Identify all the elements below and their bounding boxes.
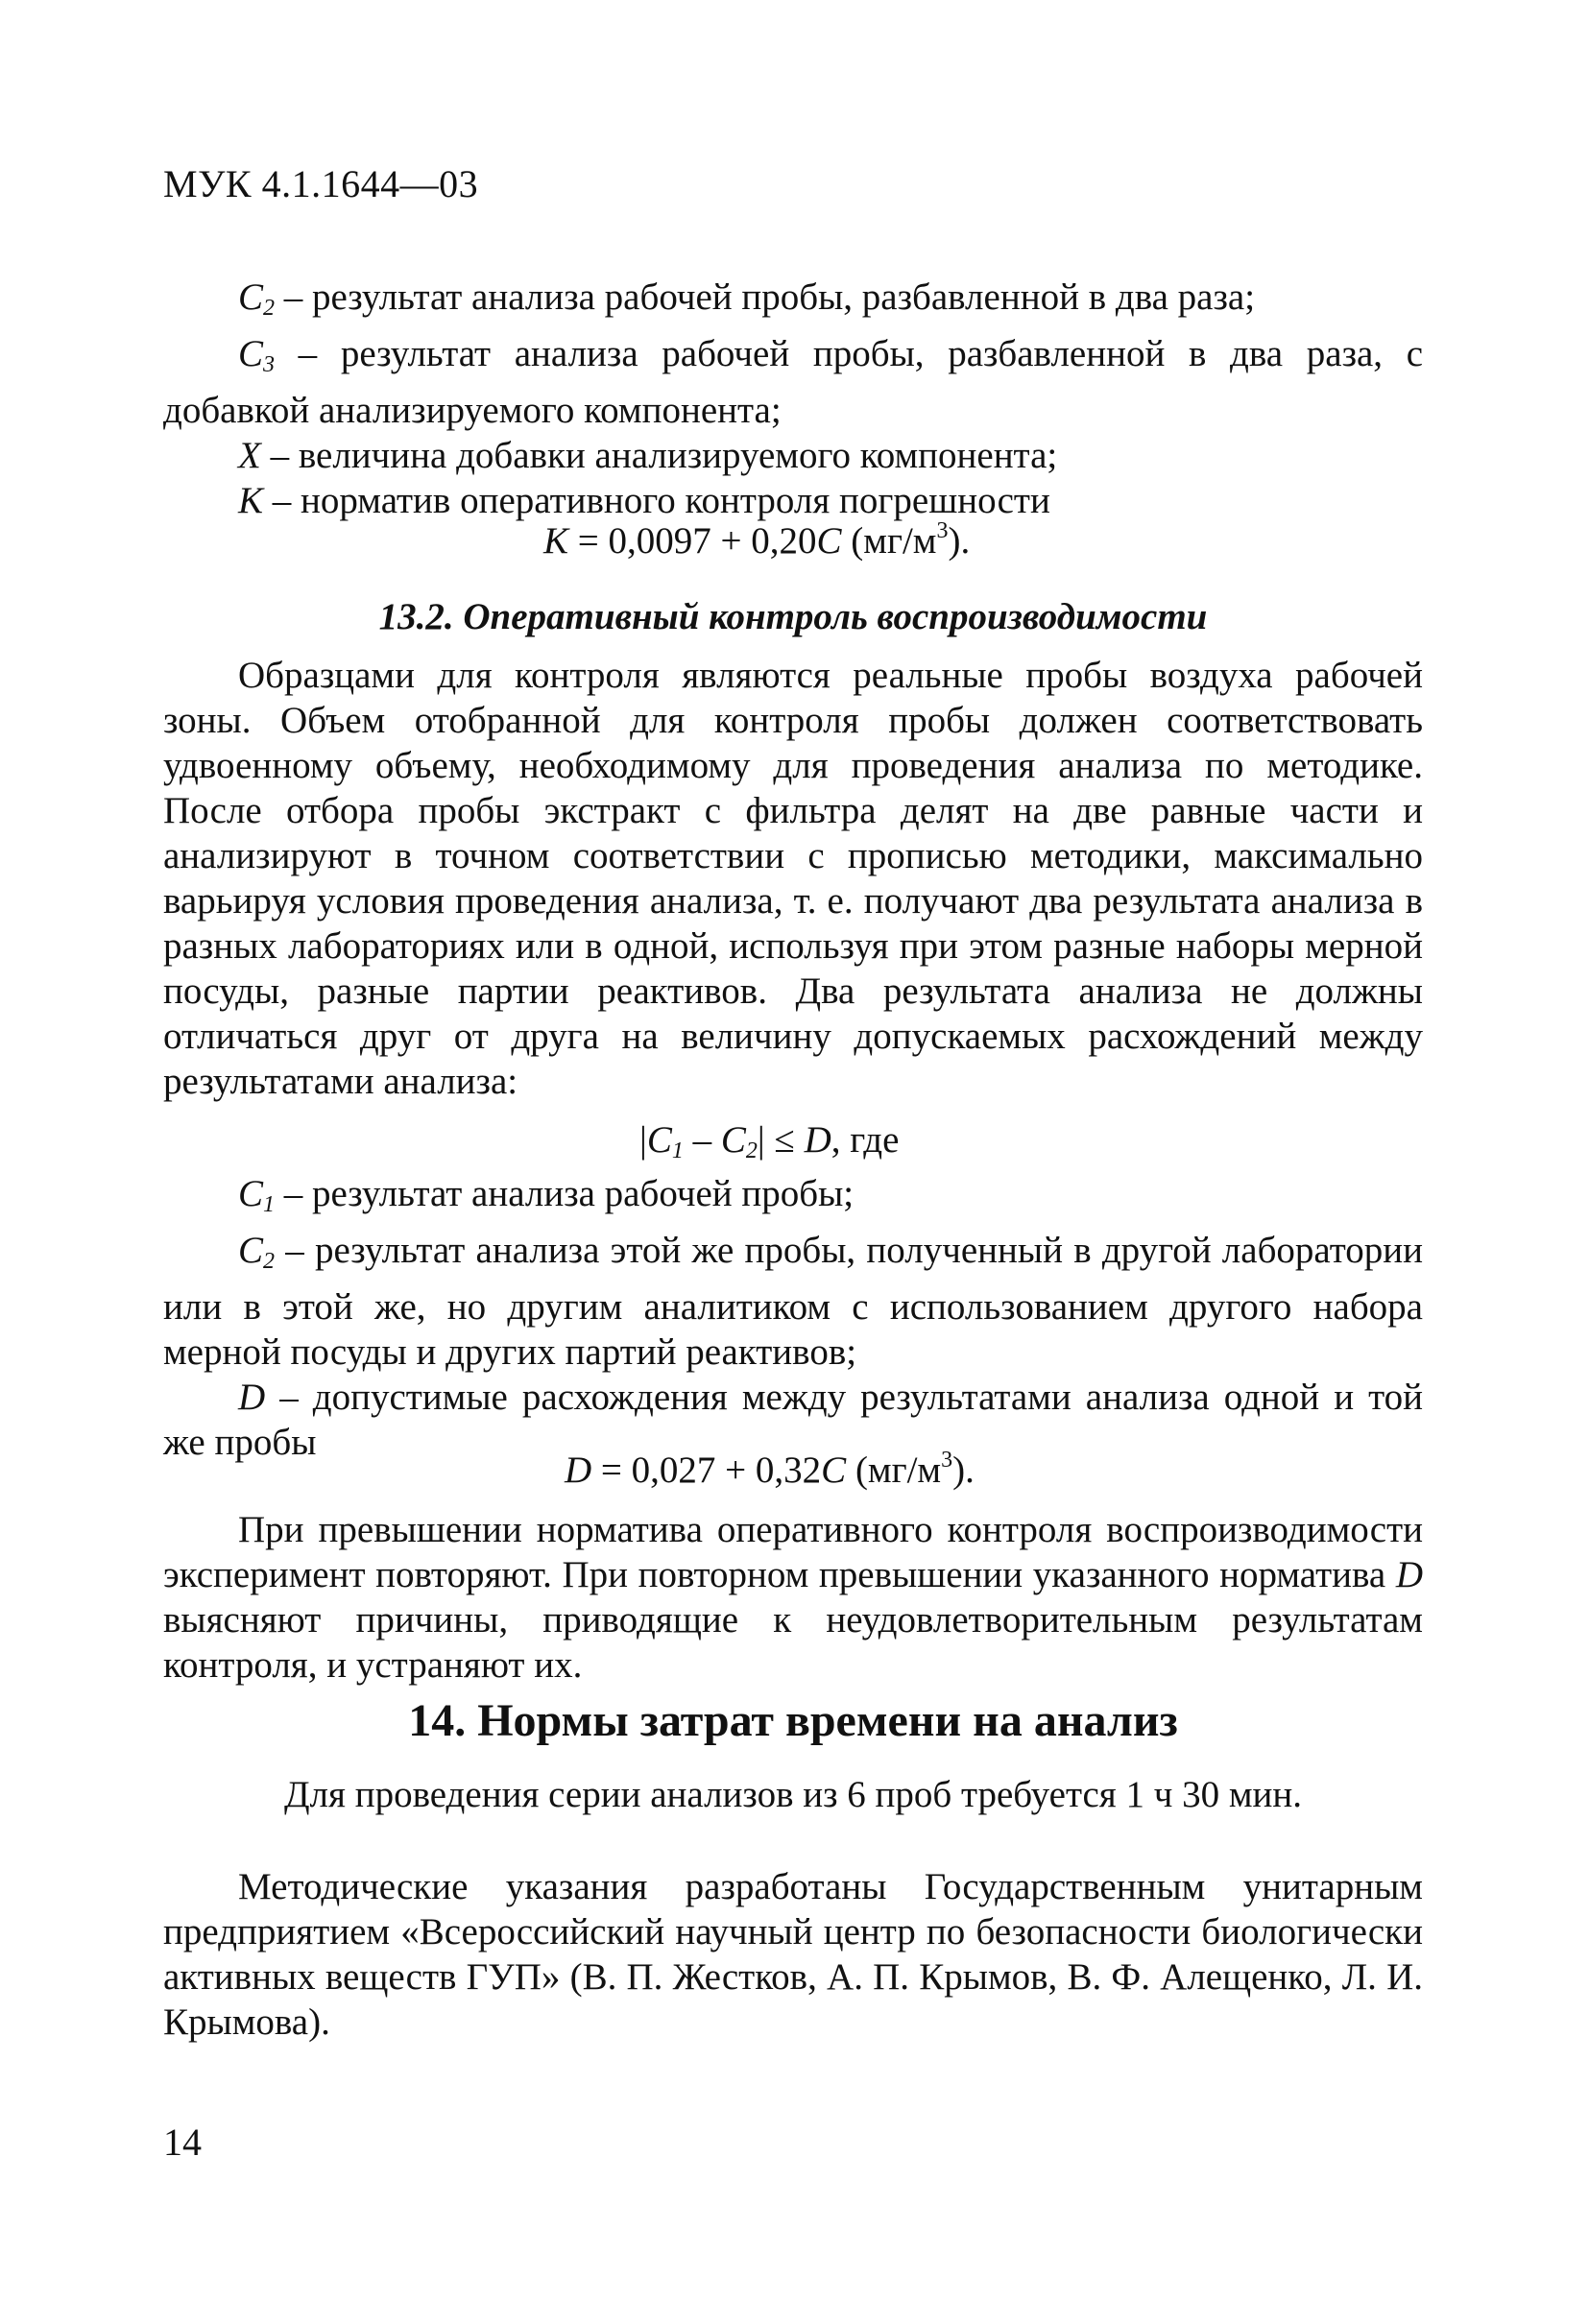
section-13-2-paragraph: Образцами для контроля являются реальные пробы воздуха рабочей зоны. Объем отобранной для контроля пробы должен соответствовать удвоенному объему, необходимому для проведения анализа по методике. После отбора пробы экстракт с фильтра делят на две равные части и анализируют в точном соответствии с прописью методики, максимально варьируя условия проведения анализа, т. е. получают два результата анализа в разных лабораториях или в одной, используя при этом разные наборы мерной посуды, разные партии реактивов. Два результата анализа не должны отличаться друг от друга на величину допускаемых расхождений между результатами анализа: [163,655,1423,1102]
document-code-header: МУК 4.1.1644—03 [163,162,479,205]
def-x: X – величина добавки анализируемого компонента; [238,435,1058,476]
formula-d: D = 0,027 + 0,32C $(мг/м^3)$. [565,1448,975,1491]
def-d: D – допустимые расхождения между результатами анализа одной и той же пробы [163,1377,1423,1463]
def-c2: $C_2$ – результат анализа рабочей пробы, разбавленной в два раза; [238,276,1256,321]
definitions-b [163,1171,1423,1465]
exceed-paragraph: При превышении норматива оперативного контроля воспроизводимости эксперимент повторяют. При повторном превышении указанного норматива D выясняют причины, приводящие к неудовлетворительным результатам контроля, и устраняют их. [163,1509,1423,1686]
def-c2-second: $C_2$ – результат анализа этой же пробы, полученный в другой лаборатории или в этой же, но другим аналитиком с использованием другого набора мерной посуды и других партий реактивов; [163,1230,1423,1373]
page-number: 14 [163,2120,202,2164]
section-14-title: 14. Нормы затрат времени на анализ [408,1695,1178,1746]
credits-paragraph: Методические указания разработаны Государственным унитарным предприятием «Всероссийский научный центр по безопасности биологически активных веществ ГУП» (В. П. Жестков, А. П. Крымов, В. Ф. Алещенко, Л. И. Крымова). [163,1866,1423,2043]
def-c3: $C_3$ – результат анализа рабочей пробы, разбавленной в два раза, с добавкой анализируемого компонента; [163,333,1423,431]
section-13-2-title: 13.2. Оперативный контроль воспроизводимости [378,596,1208,637]
formula-k: K = 0,0097 + 0,20C $(мг/м^3)$. [543,518,971,562]
def-c1: $C_1$ – результат анализа рабочей пробы; [238,1173,855,1217]
formula-d-condition: $|C_1 - C_2| \le D$, где [639,1119,900,1163]
definitions-a [163,275,1423,523]
def-k: K – норматив оперативного контроля погрешности [238,480,1050,521]
section-14-text: Для проведения серии анализов из 6 проб требуется 1 ч 30 мин. [283,1774,1303,1815]
